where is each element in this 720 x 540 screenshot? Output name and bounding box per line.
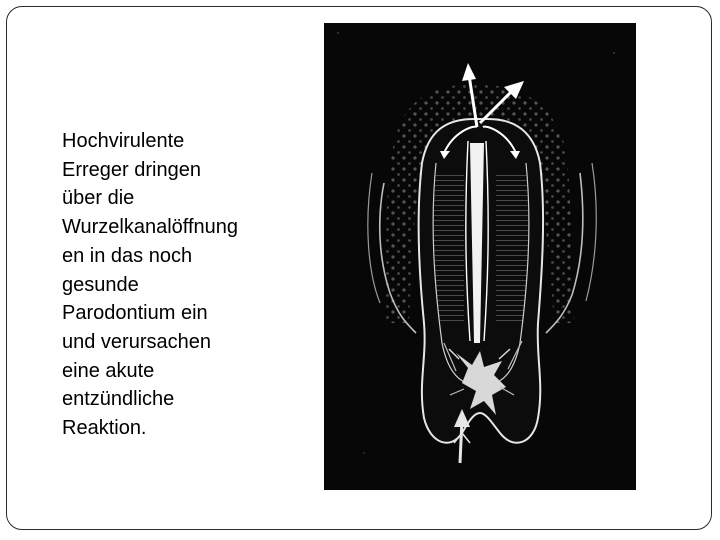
text-line: Parodontium ein [62, 302, 208, 325]
text-line: eine akute [62, 359, 155, 382]
text-line: gesunde [62, 273, 139, 296]
text-line: über die [62, 187, 135, 210]
text-line: Hochvirulente [62, 130, 185, 152]
text-line: en in das noch [62, 244, 193, 267]
text-line: Reaktion. [62, 417, 147, 440]
text-line: entzündliche [62, 388, 175, 411]
slide-body-text [62, 127, 292, 443]
text-line: Erreger dringen [62, 158, 201, 181]
text-line: und verursachen [62, 330, 211, 353]
tooth-root-canal-infection-illustration-icon [324, 23, 636, 490]
text-line: Wurzelkanalöffnung [62, 216, 239, 239]
tooth-illustration [324, 23, 636, 490]
